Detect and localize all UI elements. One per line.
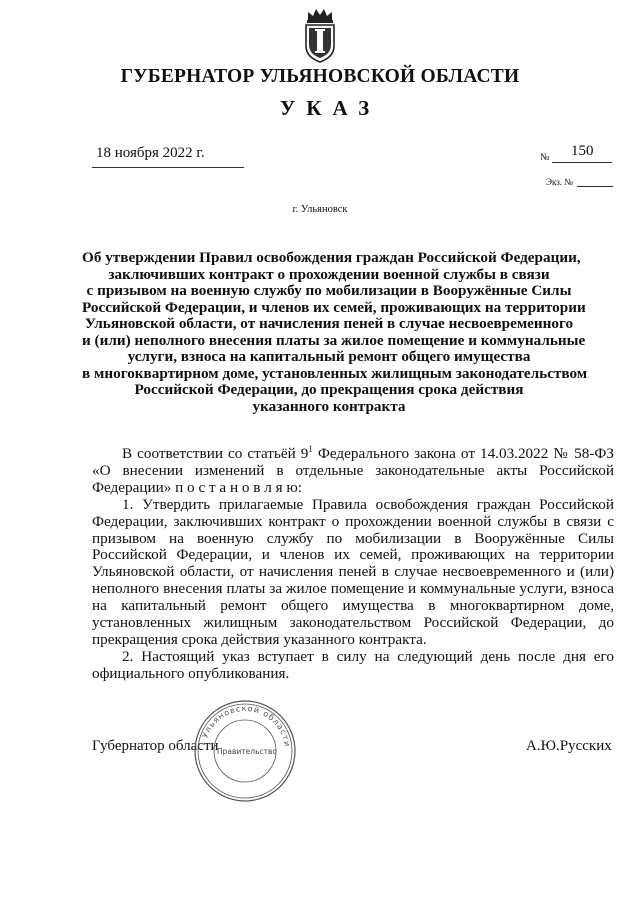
coat-of-arms-icon [302, 6, 338, 64]
item-2-paragraph: 2. Настоящий указ вступает в силу на следующий день после дня его официального опубликования. [92, 647, 614, 682]
number-underline [552, 162, 612, 163]
intro-text-cont: Федерального закона от 14.03.2022 № 58-ФЗ «О внесении изменений в отдельные законодательные акты Российской Федерации» [92, 445, 614, 496]
number-sign: № [540, 152, 550, 163]
date-underline [92, 167, 244, 168]
title-line: Об утверждении Правил освобождения граждан Российской Федерации, [82, 249, 581, 266]
title-line: Российской Федерации, и членов их семей, проживающих на территории [82, 298, 586, 316]
signatory-title: Губернатор области [92, 738, 219, 754]
document-date: 18 ноября 2022 г. [96, 145, 205, 161]
title-line: и (или) неполного внесения платы за жилое помещение и коммунальные [82, 331, 586, 349]
decree-word: п о с т а н о в л я ю: [175, 478, 302, 496]
article-superscript: 1 [308, 443, 313, 454]
official-seal-stamp [190, 696, 300, 806]
title-line: услуги, взноса на капитальный ремонт общего имущества [127, 348, 531, 365]
item-1-paragraph: 1. Утвердить прилагаемые Правила освобождения граждан Российской Федерации, заключивших контракт о прохождении военной службы в связи с призывом на военную службу по мобилизации в Вооружённые Силы Российской Федерации, и членов их семей, проживающих на территории Ульяновской области, от начисления пеней в случае несвоевременного и (или) неполного внесения платы за жилое помещение и коммунальные услуги, взноса на капитальный ремонт общего имущества в многоквартирном доме, установленных жилищным законодательством Российской Федерации, до прекращения срока действия указанного контракта. [92, 495, 614, 648]
intro-text: В соответствии со статьёй 9 [122, 445, 309, 462]
title-line: Российской Федерации, до прекращения срока действия [134, 381, 524, 398]
copy-number-underline [577, 186, 613, 187]
copy-number-label: Экз. № [546, 177, 573, 187]
title-line: указанного контракта [252, 397, 406, 415]
city: г. Ульяновск [292, 204, 348, 215]
issuing-authority: ГУБЕРНАТОР УЛЬЯНОВСКОЙ ОБЛАСТИ [120, 66, 520, 87]
title-line: Ульяновской области, от начисления пеней в случае несвоевременного [84, 315, 574, 332]
decree-body [92, 443, 614, 683]
title-line: заключивших контракт о прохождении военной службы в связи [108, 265, 550, 283]
document-number: 150 [571, 143, 594, 159]
intro-paragraph [92, 443, 614, 497]
svg-text:Ульяновской области: Ульяновской области [200, 703, 292, 748]
signatory-name: А.Ю.Русских [526, 738, 612, 754]
decree-title [82, 249, 588, 415]
title-line: с призывом на военную службу по мобилизации в Вооружённые Силы [86, 282, 572, 299]
title-line: в многоквартирном доме, установленных жилищным законодательством [82, 364, 588, 382]
svg-text:Правительство: Правительство [217, 747, 277, 756]
document-type: УКАЗ [279, 96, 381, 120]
